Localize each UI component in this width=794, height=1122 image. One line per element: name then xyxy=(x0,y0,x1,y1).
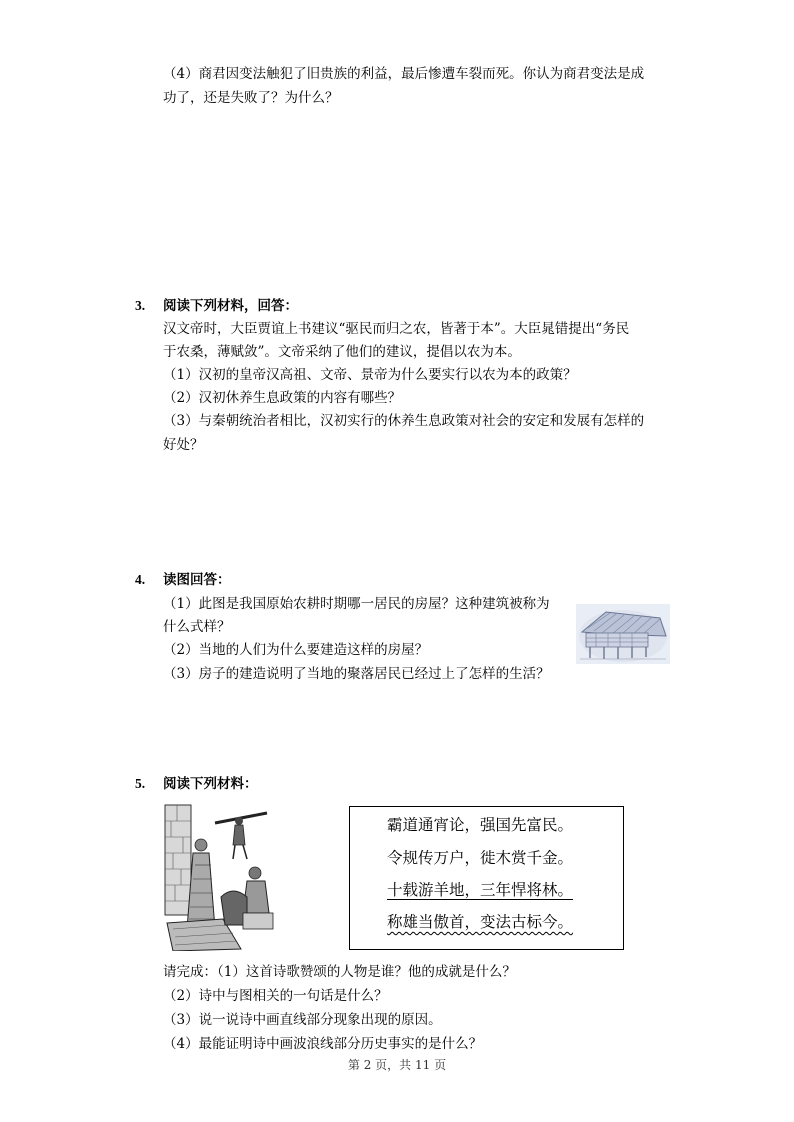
q2-part4-line2: 功了，还是失败了？为什么？ xyxy=(163,90,339,106)
poem-line-2: 令规传万户，徙木赏千金。 xyxy=(387,849,574,867)
poem-line-1: 霸道通宵论，强国先富民。 xyxy=(387,816,574,834)
question-number-5: 5. xyxy=(135,776,146,791)
question-number-4: 4. xyxy=(135,572,146,587)
q3-material-line2: 于农桑，薄赋敛”。文帝采纳了他们的建议，提倡以农为本。 xyxy=(163,344,521,360)
q3-sub2: （2）汉初休养生息政策的内容有哪些？ xyxy=(163,390,402,406)
q4-sub1-line1: （1）此图是我国原始农耕时期哪一居民的房屋？这种建筑被称为 xyxy=(163,596,550,612)
q3-sub1: （1）汉初的皇帝汉高祖、文帝、景帝为什么要实行以农为本的政策？ xyxy=(163,367,577,383)
poem-line-4-wavy-underlined: 称雄当傲首，变法古标今。 xyxy=(387,913,574,931)
q4-sub3: （3）房子的建造说明了当地的聚落居民已经过上了怎样的生活？ xyxy=(163,666,550,682)
poem-box xyxy=(349,806,624,950)
stilt-house-image xyxy=(576,604,670,664)
page-footer: 第 2 页，共 11 页 xyxy=(347,1058,447,1072)
shang-yang-illustration xyxy=(163,801,277,951)
q5-sub4: （4）最能证明诗中画波浪线部分历史事实的是什么？ xyxy=(163,1036,483,1052)
question-number-3: 3. xyxy=(135,298,146,313)
q5-title: 阅读下列材料： xyxy=(163,776,258,792)
q3-sub3-line1: （3）与秦朝统治者相比，汉初实行的休养生息政策对社会的安定和发展有怎样的 xyxy=(163,413,645,429)
q5-instruction: 请完成：（1）这首诗歌赞颂的人物是谁？他的成就是什么？ xyxy=(163,964,516,980)
q3-sub3-line2: 好处？ xyxy=(163,437,204,453)
q4-sub2: （2）当地的人们为什么要建造这样的房屋？ xyxy=(163,642,429,658)
q3-title: 阅读下列材料，回答： xyxy=(163,298,298,314)
q5-sub3: （3）说一说诗中画直线部分现象出现的原因。 xyxy=(163,1012,442,1028)
q2-part4-line1: （4）商君因变法触犯了旧贵族的利益，最后惨遭车裂而死。你认为商君变法是成 xyxy=(163,66,645,82)
q3-material-line1: 汉文帝时，大臣贾谊上书建议“驱民而归之农，皆著于本”。大臣晁错提出“务民 xyxy=(163,321,630,337)
q5-sub2: （2）诗中与图相关的一句话是什么？ xyxy=(163,988,388,1004)
q4-title: 读图回答： xyxy=(163,572,231,588)
q4-sub1-line2: 什么式样？ xyxy=(163,619,231,635)
poem-line-3-underlined: 十载游羊地，三年悍将林。 xyxy=(387,881,574,899)
